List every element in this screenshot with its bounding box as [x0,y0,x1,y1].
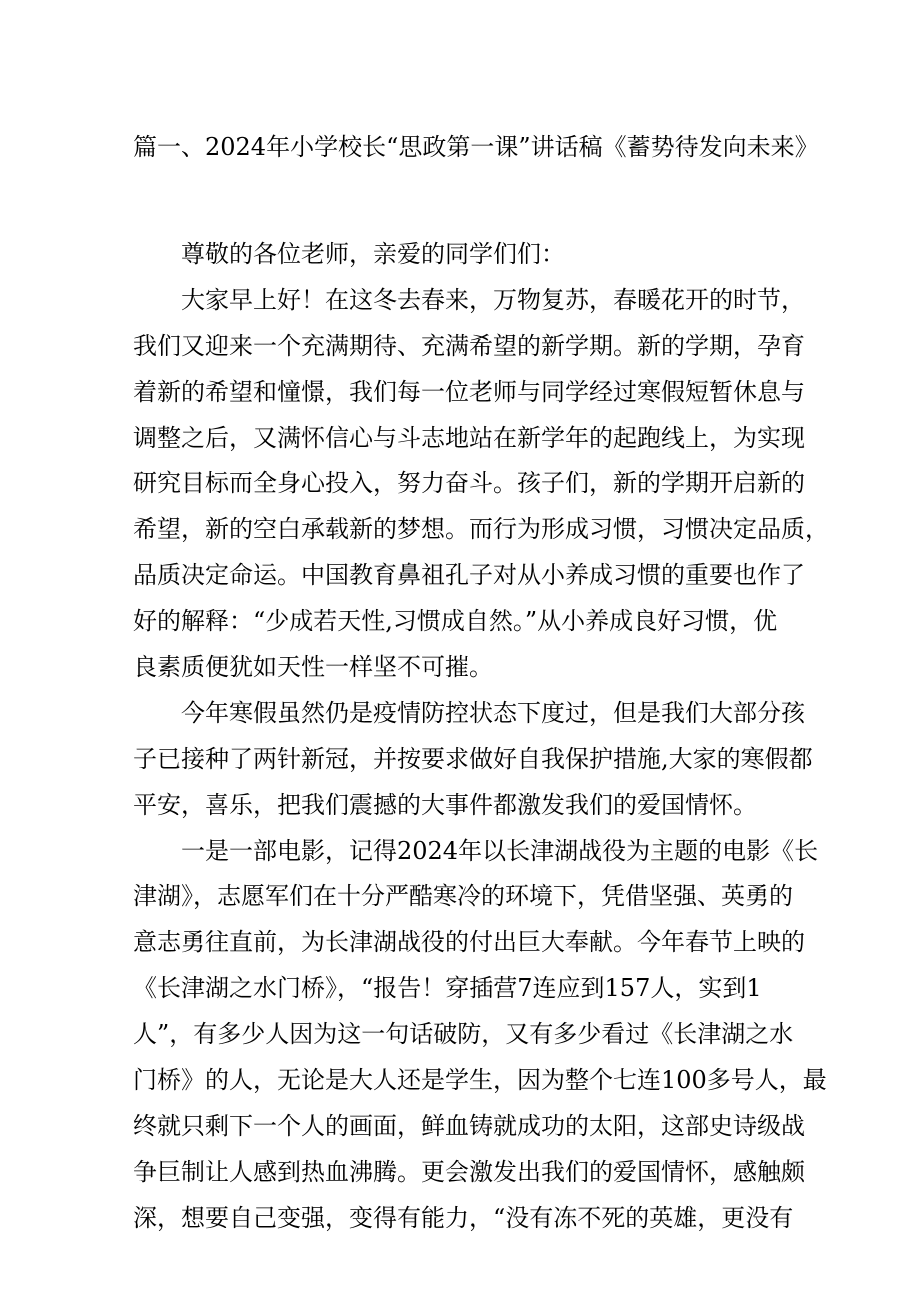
paragraph-line: 调整之后，又满怀信心与斗志地站在新学年的起跑线上，为实现 [133,423,805,452]
paragraph-line: 终就只剩下一个人的画面，鲜血铸就成功的太阳，这部史诗级战 [133,1111,805,1140]
paragraph-line: 品质决定命运。中国教育鼻祖孔子对从小养成习惯的重要也作了 [133,561,805,590]
paragraph-line: 《长津湖之水门桥》，“报告！穿插营7连应到157人，实到1 [133,974,762,1003]
paragraph-line: 我们又迎来一个充满期待、充满希望的新学期。新的学期，孕育 [133,331,805,360]
document-title: 篇一、2024年小学校长“思政第一课”讲话稿《蓄势待发向未来》 [133,133,819,161]
document-body [133,232,829,1242]
paragraph-line: 今年寒假虽然仍是疫情防控状态下度过，但是我们大部分孩 [181,698,805,727]
paragraph-line: 一是一部电影，记得2024年以长津湖战役为主题的电影《长 [181,836,819,865]
paragraph-line: 深，想要自己变强，变得有能力，“没有冻不死的英雄，更没有 [133,1203,794,1232]
paragraph-line: 人”，有多少人因为这一句话破防，又有多少看过《长津湖之水 [133,1020,794,1049]
paragraph-line: 门桥》的人，无论是大人还是学生，因为整个七连100多号人，最 [133,1066,827,1095]
paragraph-line: 着新的希望和憧憬，我们每一位老师与同学经过寒假短暂休息与 [133,377,805,406]
paragraph-line: 研究目标而全身心投入，努力奋斗。孩子们，新的学期开启新的 [133,469,805,498]
paragraph-line: 希望，新的空白承载新的梦想。而行为形成习惯，习惯决定品质， [133,515,829,544]
paragraph-line: 意志勇往直前，为长津湖战役的付出巨大奉献。今年春节上映的 [133,928,805,957]
paragraph-line: 好的解释：“少成若天性,习惯成自然。”从小养成良好习惯，优 [133,607,778,636]
salutation-line: 尊敬的各位老师，亲爱的同学们们： [181,240,565,268]
paragraph-line: 大家早上好！在这冬去春来，万物复苏，春暖花开的时节， [181,285,805,314]
paragraph-line: 平安，喜乐，把我们震撼的大事件都激发我们的爱国情怀。 [133,790,757,819]
paragraph-line: 良素质便犹如天性一样坚不可摧。 [133,653,493,682]
paragraph-line: 津湖》，志愿军们在十分严酷寒冷的环境下，凭借坚强、英勇的 [133,882,793,911]
paragraph-line: 子已接种了两针新冠，并按要求做好自我保护措施,大家的寒假都 [133,744,813,773]
paragraph-line: 争巨制让人感到热血沸腾。更会激发出我们的爱国情怀，感触颇 [133,1157,805,1186]
